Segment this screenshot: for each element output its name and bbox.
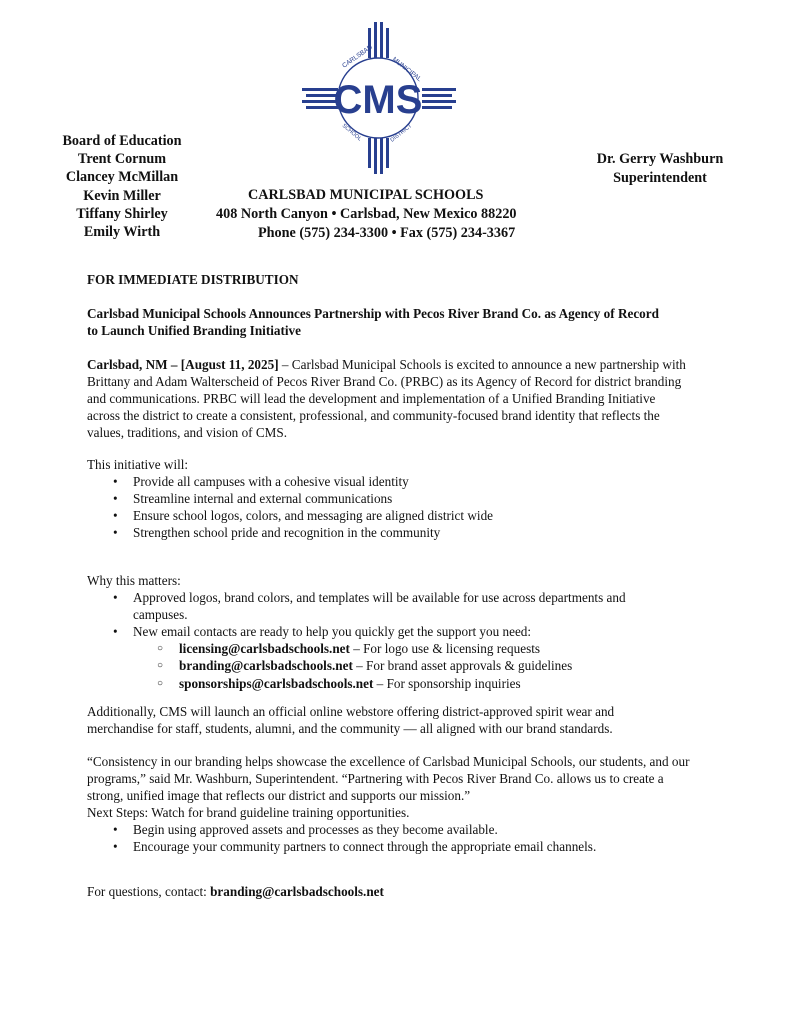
dateline: Carlsbad, NM – [August 11, 2025] xyxy=(87,357,279,372)
questions-email[interactable]: branding@carlsbadschools.net xyxy=(210,884,384,899)
initiative-list xyxy=(87,473,707,541)
list-item: • Encourage your community partners to connect through the appropriate email channels. xyxy=(87,838,707,855)
questions-line xyxy=(87,883,707,900)
webstore-paragraph: Additionally, CMS will launch an official online webstore offering district-approved spirit wear and merchandise for staff, students, alumni, and the community — all aligned with our brand standards. xyxy=(87,704,615,737)
logo-letters: CMS xyxy=(333,78,423,122)
list-item: • Begin using approved assets and processes as they become available. xyxy=(87,821,707,838)
district-name: CARLSBAD MUNICIPAL SCHOOLS xyxy=(248,187,484,203)
board-title: Board of Education xyxy=(62,133,182,149)
contact-list xyxy=(87,640,707,691)
superintendent-title: Superintendent xyxy=(613,169,707,186)
quote-paragraph: “Consistency in our branding helps showcase the excellence of Carlsbad Municipal Schools, our students, and our programs,” said Mr. Washburn, Superintendent. “Partnering with Pecos River Brand Co. allows us to create a strong, unified image that reflects our district and supports our mission.” xyxy=(87,754,690,804)
list-item: • Provide all campuses with a cohesive visual identity xyxy=(87,473,707,490)
list-item: • Strengthen school pride and recognition in the community xyxy=(87,524,707,541)
why-section xyxy=(87,572,707,692)
district-phone: Phone (575) 234-3300 • Fax (575) 234-3367 xyxy=(258,225,516,241)
intro-paragraph xyxy=(87,356,687,441)
contact-email[interactable]: licensing@carlsbadschools.net xyxy=(179,641,350,657)
board-member: Emily Wirth xyxy=(83,224,161,241)
contact-item xyxy=(87,657,707,674)
initiative-heading: This initiative will: xyxy=(87,457,189,472)
board-of-education xyxy=(52,132,192,241)
contact-desc: – For brand asset approvals & guidelines xyxy=(352,658,573,674)
logo-ring-text: MUNICIPAL xyxy=(390,56,423,84)
initiative-section xyxy=(87,456,707,541)
why-heading: Why this matters: xyxy=(87,573,181,588)
superintendent-block xyxy=(580,150,740,188)
board-member: Trent Cornum xyxy=(77,151,167,168)
contact-email[interactable]: branding@carlsbadschools.net xyxy=(179,658,353,674)
cms-logo xyxy=(300,18,460,178)
board-member: Kevin Miller xyxy=(83,187,161,204)
questions-label: For questions, contact: xyxy=(87,884,211,899)
logo-ring-text: CARLSBAD xyxy=(341,43,374,70)
list-item: • Streamline internal and external communications xyxy=(87,490,707,507)
next-steps-section xyxy=(87,804,707,855)
board-member: Tiffany Shirley xyxy=(76,205,168,222)
next-steps-heading: Next Steps: Watch for brand guideline training opportunities. xyxy=(87,805,410,820)
list-item: • Approved logos, brand colors, and templates will be available for use across departments and campuses. xyxy=(87,589,707,623)
district-address: 408 North Canyon • Carlsbad, New Mexico 88220 xyxy=(216,206,517,222)
contact-desc: – For sponsorship inquiries xyxy=(373,675,521,691)
intro-text: – Carlsbad Municipal Schools is excited to announce a new partnership with Brittany and Adam Walterscheid of Pecos River Brand Co. (PRBC) as its Agency of Record for district branding and communications. PRBC will lead the development and implementation of a Unified Branding Initiative across the district to create a consistent, professional, and community-focused brand identity that reflects the values, traditions, and vision of CMS. xyxy=(87,357,686,441)
distribution-label: FOR IMMEDIATE DISTRIBUTION xyxy=(87,272,299,287)
headline: Carlsbad Municipal Schools Announces Partnership with Pecos River Brand Co. as Agency of Record to Launch Unified Branding Initiative xyxy=(87,306,659,339)
next-steps-list xyxy=(87,821,707,855)
logo-ring-text: SCHOOL xyxy=(340,122,363,143)
list-item: • Ensure school logos, colors, and messaging are aligned district wide xyxy=(87,507,707,524)
contact-item xyxy=(87,640,707,657)
list-item: • New email contacts are ready to help you quickly get the support you need: xyxy=(87,623,707,640)
contact-desc: – For logo use & licensing requests xyxy=(349,641,541,657)
contact-email[interactable]: sponsorships@carlsbadschools.net xyxy=(179,675,374,691)
contact-item xyxy=(87,675,707,692)
board-member: Clancey McMillan xyxy=(65,169,179,186)
logo-ring-text: DISTRICT xyxy=(389,123,414,144)
superintendent-name: Dr. Gerry Washburn xyxy=(596,151,724,167)
why-list xyxy=(87,589,707,640)
